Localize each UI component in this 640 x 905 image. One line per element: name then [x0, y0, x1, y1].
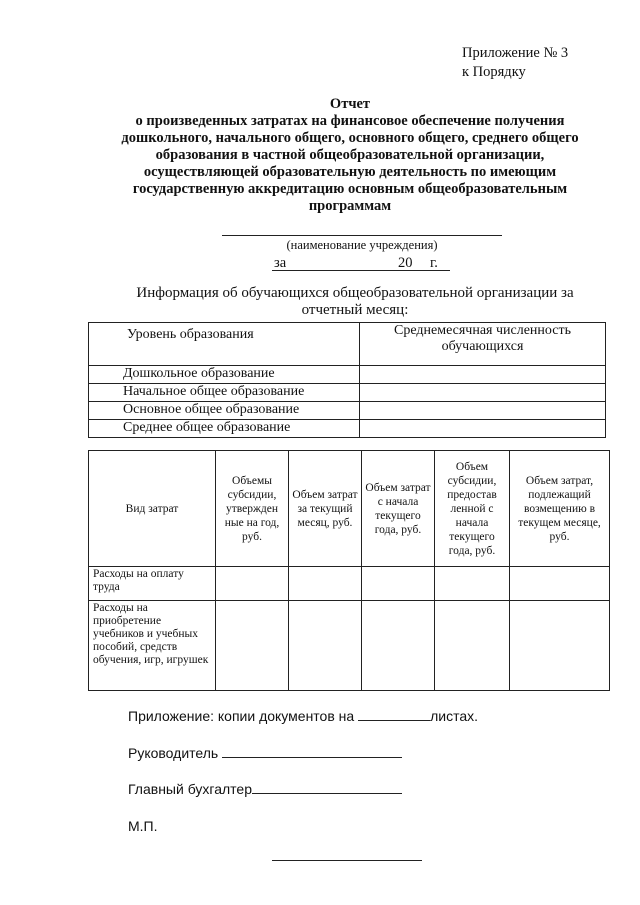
period-underline — [272, 270, 450, 271]
head-label: Руководитель — [128, 745, 219, 761]
table-row — [89, 601, 610, 691]
header-annual-subsidy: Объемы субсидии, утвержден ные на год, руб. — [216, 451, 289, 567]
head-signature-line — [128, 745, 402, 761]
expense-type-cell: Расходы на приобретение учебников и учебных пособий, средств обучения, игр, игрушек — [89, 601, 216, 691]
table-row — [89, 366, 606, 384]
header-level: Уровень образования — [89, 323, 360, 366]
attachment-prefix: Приложение: копии документов на — [128, 708, 355, 724]
expenses-table — [88, 450, 610, 691]
accountant-label: Главный бухгалтер — [128, 781, 252, 797]
period-field[interactable] — [272, 255, 450, 271]
seal-label: М.П. — [128, 818, 158, 834]
attachment-suffix: листах. — [430, 708, 478, 724]
value-cell[interactable] — [289, 567, 362, 601]
students-table — [88, 322, 606, 438]
period-year-prefix: 20 — [398, 255, 413, 271]
count-cell[interactable] — [360, 384, 606, 402]
institution-name-field[interactable] — [222, 235, 502, 236]
header-count: Среднемесячная численность обучающихся — [360, 323, 606, 366]
title-line: программам — [308, 198, 392, 214]
value-cell[interactable] — [216, 601, 289, 691]
sheets-count-field[interactable] — [358, 719, 430, 721]
title-heading: Отчет — [329, 96, 371, 112]
accountant-signature-line — [128, 781, 402, 797]
header-reimbursable: Объем затрат, подлежащий возмещению в текущем месяце, руб. — [510, 451, 610, 567]
header-ytd-costs: Объем затрат с начала текущего года, руб. — [362, 451, 435, 567]
title-line: дошкольного, начального общего, основного общего, среднего общего — [121, 130, 579, 146]
title-line: о произведенных затратах на финансовое обеспечение получения — [135, 113, 565, 129]
level-cell: Среднее общее образование — [89, 420, 360, 438]
appendix-number: Приложение № 3 — [462, 45, 569, 61]
value-cell[interactable] — [216, 567, 289, 601]
value-cell[interactable] — [362, 601, 435, 691]
institution-caption: (наименование учреждения) — [286, 238, 438, 252]
expense-type-cell: Расходы на оплату труда — [89, 567, 216, 601]
period-prefix: за — [274, 255, 287, 271]
value-cell[interactable] — [289, 601, 362, 691]
value-cell[interactable] — [510, 567, 610, 601]
header-expense-type: Вид затрат — [89, 451, 216, 567]
bottom-signature-line — [272, 860, 422, 861]
level-cell: Дошкольное образование — [89, 366, 360, 384]
value-cell[interactable] — [510, 601, 610, 691]
count-cell[interactable] — [360, 420, 606, 438]
table-row — [89, 420, 606, 438]
table-row — [89, 567, 610, 601]
header-ytd-subsidy: Объем субсидии, предостав ленной с начала текущего года, руб. — [435, 451, 510, 567]
value-cell[interactable] — [435, 567, 510, 601]
count-cell[interactable] — [360, 366, 606, 384]
title-line: осуществляющей образовательную деятельность по имеющим — [143, 164, 557, 180]
appendix-note — [462, 44, 568, 82]
table-row — [89, 384, 606, 402]
accountant-signature-field[interactable] — [252, 792, 402, 794]
level-cell: Начальное общее образование — [89, 384, 360, 402]
value-cell[interactable] — [435, 601, 510, 691]
value-cell[interactable] — [362, 567, 435, 601]
appendix-reference: к Порядку — [462, 64, 526, 80]
level-cell: Основное общее образование — [89, 402, 360, 420]
head-signature-field[interactable] — [222, 756, 402, 758]
table-header-row — [89, 323, 606, 366]
table-header-row — [89, 451, 610, 567]
report-title — [100, 96, 600, 215]
period-year-suffix: г. — [430, 255, 438, 271]
table-row — [89, 402, 606, 420]
count-cell[interactable] — [360, 402, 606, 420]
header-month-costs: Объем затрат за текущий месяц, руб. — [289, 451, 362, 567]
title-line: образования в частной общеобразовательной организации, — [155, 147, 545, 163]
title-line: государственную аккредитацию основным общеобразовательным — [132, 181, 568, 197]
attachment-line — [128, 708, 478, 724]
info-heading: Информация об обучающихся общеобразовательной организации за отчетный месяц: — [136, 285, 574, 318]
